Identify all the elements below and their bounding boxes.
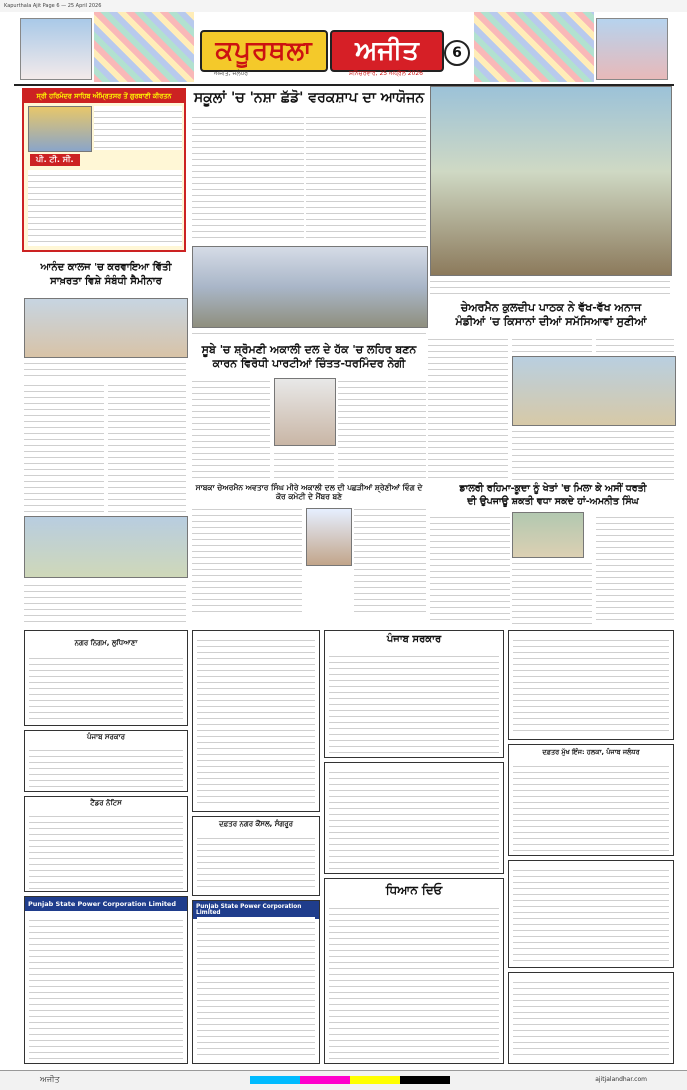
- story3-col2-top: [512, 334, 592, 354]
- story3-col1: [428, 334, 508, 480]
- right-top-ad: [508, 630, 674, 740]
- pspcl-middle-ad: [192, 900, 320, 1064]
- middle-notice-ad: [192, 630, 320, 812]
- negi-portrait: [274, 378, 336, 446]
- story3-cont: [512, 426, 674, 480]
- center-notice-ad: [324, 762, 504, 874]
- story4-headline-line2: ਕਾਰਨ ਵਿਰੋਧੀ ਪਾਰਟੀਆਂ ਚਿੰਤਤ-ਧਰਮਿੰਦਰ ਨੇਗੀ: [212, 357, 406, 370]
- story6-col1: [192, 504, 302, 614]
- plantation-photo: [430, 86, 672, 276]
- file-info-bar: Kapurthala Ajit Page 6 — 25 April 2026: [0, 0, 687, 12]
- story6-col2: [354, 504, 426, 614]
- dhyan-dio-title: ਧਿਆਨ ਦਿਓ: [385, 883, 443, 897]
- pspcl-left-title: Punjab State Power Corporation Limited: [25, 897, 187, 911]
- pspcl-left-body: [29, 915, 183, 1059]
- ptc-badge: ਪੀ. ਟੀ. ਸੀ.: [30, 154, 80, 166]
- story2-col2: [108, 380, 186, 512]
- story3-headline-line1: ਚੇਅਰਮੈਨ ਕੁਲਦੀਪ ਪਾਠਕ ਨੇ ਵੱਖ-ਵੱਖ ਅਨਾਜ: [460, 301, 642, 314]
- story5-col1: [430, 512, 510, 624]
- dhyan-dio-ad: [324, 878, 504, 1064]
- nagar-nigam-ad-body: [29, 653, 183, 721]
- daftar-right-ad: [508, 744, 674, 856]
- right-top-ad-body: [513, 635, 669, 735]
- seminar-caption: [24, 358, 186, 376]
- story1-col1: [192, 112, 304, 242]
- right-table-body: [513, 865, 669, 963]
- story5-col2: [512, 558, 592, 624]
- story5-headline-line2: ਦੀ ਉਪਜਾਊ ਸ਼ਕਤੀ ਵਧਾ ਸਕਦੇ ਹਾਂ-ਅਮਨੀਤ ਸਿੰਘ: [467, 496, 639, 507]
- punjab-sarkar-body: [329, 651, 499, 753]
- kirtan-ad: [22, 88, 186, 252]
- story5-col3: [596, 512, 674, 624]
- story3-col3-top: [596, 334, 674, 354]
- kirtan-ad-text: [94, 106, 182, 150]
- nagar-nigam-ad: [24, 630, 188, 726]
- school-photo-caption: [24, 580, 186, 626]
- nagar-council-ad: [192, 816, 320, 896]
- tender-notice-ad: [24, 796, 188, 892]
- page-number: 6: [444, 40, 470, 66]
- color-registration-bar: [250, 1076, 450, 1084]
- story4-col1: [192, 376, 270, 480]
- paper-name: ਅਜੀਤ: [330, 30, 444, 72]
- city-name: ਕਪੂਰਥਲਾ: [200, 30, 328, 72]
- footer-left: ਅਜੀਤ: [40, 1075, 60, 1084]
- daftar-right-title: ਦਫ਼ਤਰ ਮੁੱਖ ਇੰਜ: ਹਲਕਾ, ਪੰਜਾਬ ਜਲੰਧਰ: [542, 748, 640, 756]
- seminar-photo: [24, 298, 188, 358]
- story3-headline-line2: ਮੰਡੀਆਂ 'ਚ ਕਿਸਾਨਾਂ ਦੀਆਂ ਸਮੱਸਿਆਵਾਂ ਸੁਣੀਆਂ: [455, 315, 647, 328]
- center-notice-body: [329, 767, 499, 869]
- story1-headline: ਸਕੂਲਾਂ 'ਚ 'ਨਸ਼ਾ ਛੱਡੋ' ਵਰਕਸ਼ਾਪ ਦਾ ਆਯੋਜਨ: [193, 90, 425, 106]
- punjab-sarkar-left-body: [29, 745, 183, 789]
- school-group-photo: [24, 516, 188, 578]
- story5-headline-line1: ਡਾਲਰੀ ਰਹਿਮਾ-ਕੂਦਾ ਨੂੰ ਖੇਤਾਂ 'ਚ ਮਿਲਾ ਕੇ ਅਸੀਂ ਧਰਤੀ: [459, 483, 647, 494]
- story2-col1: [24, 380, 104, 512]
- story1-col2: [306, 112, 426, 242]
- story2-headline-line2: ਸਾਖ਼ਰਤਾ ਵਿਸ਼ੇ ਸੰਬੰਧੀ ਸੈਮੀਨਾਰ: [50, 276, 162, 287]
- kirtan-ad-body: [28, 170, 182, 246]
- story4-col3: [338, 376, 426, 480]
- tender-notice-title: ਟੈਂਡਰ ਨੋਟਿਸ: [90, 799, 122, 807]
- pspcl-left-ad: [24, 896, 188, 1064]
- heritage-building-image: [596, 18, 668, 80]
- dhyan-dio-body: [329, 903, 499, 1059]
- punjab-sarkar-left-title: ਪੰਜਾਬ ਸਰਕਾਰ: [86, 733, 125, 741]
- plantation-photo-caption: [430, 276, 670, 298]
- right-bottom-body: [513, 977, 669, 1059]
- masthead-pattern-left: [94, 12, 194, 82]
- footer-right: ajitjalandhar.com: [595, 1076, 647, 1083]
- story4-col2: [274, 448, 334, 480]
- farm-photo: [512, 512, 584, 558]
- tender-notice-body: [29, 811, 183, 889]
- kirtan-ad-title: ਸ੍ਰੀ ਹਰਿਮੰਦਰ ਸਾਹਿਬ ਅੰਮ੍ਰਿਤਸਰ ਤੋਂ ਗੁਰਬਾਣੀ ਕੀਰਤਨ: [24, 90, 184, 103]
- pspcl-middle-title: Punjab State Power Corporation Limited: [193, 901, 319, 919]
- pspcl-middle-body: [197, 917, 315, 1059]
- punjab-sarkar-left-ad: [24, 730, 188, 792]
- story2-headline-line1: ਆਨੰਦ ਕਾਲਜ 'ਚ ਕਰਵਾਇਆ ਵਿੱਤੀ: [40, 262, 172, 273]
- right-bottom-ad: [508, 972, 674, 1064]
- mandi-photo: [512, 356, 676, 426]
- gurdwara-image: [20, 18, 92, 80]
- punjab-sarkar-ad: [324, 630, 504, 758]
- middle-notice-body: [197, 635, 315, 807]
- nagar-council-body: [197, 833, 315, 891]
- nagar-nigam-ad-title: ਨਗਰ ਨਿਗਮ, ਲੁਧਿਆਣਾ: [74, 639, 138, 647]
- story6-headline: ਸਾਬਕਾ ਚੇਅਰਮੈਨ ਅਵਤਾਰ ਸਿੰਘ ਮੀਰੇ ਅਕਾਲੀ ਦਲ ਦੀ ਪਛੜੀਆਂ ਸ਼੍ਰੇਣੀਆਂ ਵਿੰਗ ਦੇ ਕੋਰ ਕਮੇਟੀ ਦੇ ਮੈਂਬਰ ਬਣੇ: [195, 483, 423, 501]
- golden-temple-photo: [28, 106, 92, 152]
- award-ceremony-photo: [192, 246, 428, 328]
- daftar-right-body: [513, 761, 669, 851]
- punjab-sarkar-title: ਪੰਜਾਬ ਸਰਕਾਰ: [386, 634, 442, 645]
- masthead: [14, 12, 674, 86]
- right-table-ad: [508, 860, 674, 968]
- masthead-pattern-right: [474, 12, 594, 82]
- award-photo-caption: [192, 328, 426, 338]
- masthead-date: ਸ਼ਨਿੱਚਰਵਾਰ, 25 ਅਪ੍ਰੈਲ 2026: [349, 70, 423, 77]
- nagar-council-title: ਦਫ਼ਤਰ ਨਗਰ ਕੌਂਸਲ, ਸੰਗਰੂਰ: [219, 820, 293, 828]
- avtar-singh-portrait: [306, 508, 352, 566]
- story4-headline-line1: ਸੂਬੇ 'ਚ ਸ਼੍ਰੋਮਣੀ ਅਕਾਲੀ ਦਲ ਦੇ ਹੱਕ 'ਚ ਲਹਿਰ ਬਣਨ: [201, 343, 417, 356]
- masthead-subline: ਅਜੀਤ, ਜਲੰਧਰ: [214, 70, 249, 77]
- footer-bar: [0, 1070, 687, 1090]
